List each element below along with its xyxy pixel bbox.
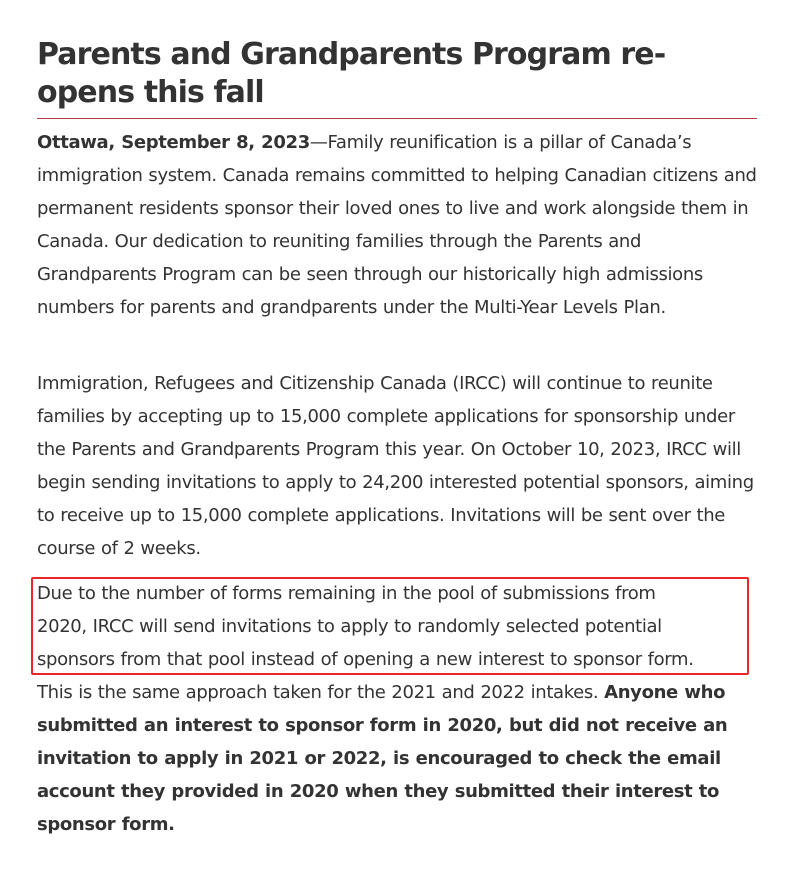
highlighted-line: 2020, IRCC will send invitations to apply to randomly selected potential	[37, 616, 662, 637]
paragraph-pool-bold-text: Anyone who submitted an interest to sponsor form in 2020, but did not receive an invitation to apply in 2021 or 2022, is encouraged to check the email account they provided in 2020 when they submitted their interest to sponsor form.	[37, 682, 728, 835]
highlighted-line: Due to the number of forms remaining in the pool of submissions from	[37, 583, 656, 604]
page-title: Parents and Grandparents Program re-opens this fall	[37, 37, 666, 110]
paragraph-intro-text: —Family reunification is a pillar of Canada’s immigration system. Canada remains committed to helping Canadian citizens and permanent residents sponsor their loved ones to live and work alongside them in Canada. Our dedication to reuniting families through the Parents and Grandparents Program can be seen through our historically high admissions numbers for parents and grandparents under the Multi-Year Levels Plan.	[37, 132, 757, 318]
paragraph-invitations: Immigration, Refugees and Citizenship Canada (IRCC) will continue to reunite families by accepting up to 15,000 complete applications for sponsorship under the Parents and Grandparents Program this year. On October 10, 2023, IRCC will begin sending invitations to apply to 24,200 interested potential sponsors, aiming to receive up to 15,000 complete applications. Invitations will be sent over the course of 2 weeks.	[37, 373, 754, 559]
paragraph-intro	[37, 126, 757, 324]
dateline: Ottawa, September 8, 2023	[37, 132, 310, 153]
highlighted-line: sponsors from that pool instead of opening a new interest to sponsor form.	[37, 649, 694, 670]
paragraph-pool-regular-text: This is the same approach taken for the 2021 and 2022 intakes.	[37, 682, 605, 703]
title-divider	[37, 118, 757, 119]
paragraph-pool-selection	[37, 577, 757, 841]
